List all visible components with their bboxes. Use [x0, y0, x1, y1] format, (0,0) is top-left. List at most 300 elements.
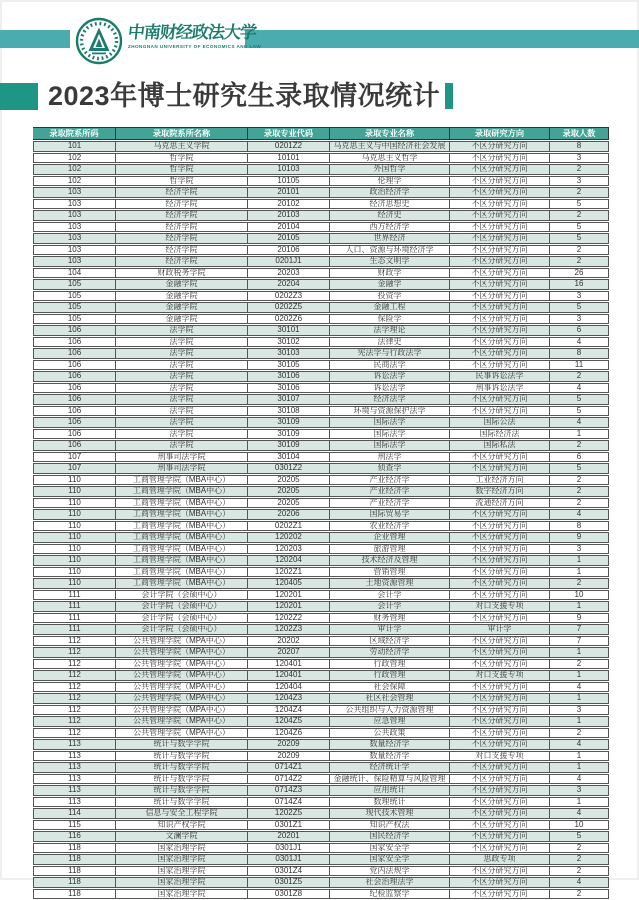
table-row	[33, 141, 609, 152]
cell-dept-name: 公共管理学院（MPA中心）	[116, 647, 248, 658]
cell-research-direction: 不区分研究方向	[450, 463, 550, 474]
cell-research-direction: 不区分研究方向	[450, 233, 550, 244]
cell-admit-count: 5	[550, 233, 609, 244]
cell-major-name: 审计学	[330, 624, 450, 635]
cell-research-direction: 对口支援专项	[450, 601, 550, 612]
cell-major-code: 0202Z1	[248, 521, 330, 532]
cell-research-direction: 不区分研究方向	[450, 682, 550, 693]
cell-dept-name: 经济学院	[116, 245, 248, 256]
cell-admit-count: 1	[550, 601, 609, 612]
cell-research-direction: 不区分研究方向	[450, 256, 550, 267]
cell-admit-count: 2	[550, 843, 609, 854]
cell-major-code: 30106	[248, 383, 330, 394]
cell-dept-name: 工商管理学院（MBA中心）	[116, 555, 248, 566]
table-row	[33, 498, 609, 509]
cell-admit-count: 4	[550, 877, 609, 888]
cell-major-code: 20205	[248, 475, 330, 486]
cell-major-code: 0301J1	[248, 843, 330, 854]
cell-major-name: 国际贸易学	[330, 509, 450, 520]
cell-major-code: 0202Z5	[248, 302, 330, 313]
cell-research-direction: 不区分研究方向	[450, 245, 550, 256]
table-row	[33, 222, 609, 233]
cell-research-direction: 不区分研究方向	[450, 406, 550, 417]
cell-admit-count: 2	[550, 371, 609, 382]
cell-dept-code: 106	[33, 371, 116, 382]
cell-major-name: 数量经济学	[330, 751, 450, 762]
cell-dept-code: 118	[33, 854, 116, 865]
table-row	[33, 348, 609, 359]
cell-dept-name: 经济学院	[116, 222, 248, 233]
cell-major-name: 现代技术管理	[330, 808, 450, 819]
cell-major-name: 投资学	[330, 291, 450, 302]
cell-admit-count: 4	[550, 509, 609, 520]
cell-major-code: 30109	[248, 440, 330, 451]
cell-dept-code: 106	[33, 394, 116, 405]
cell-major-name: 法律史	[330, 337, 450, 348]
cell-dept-code: 116	[33, 831, 116, 842]
cell-dept-name: 工商管理学院（MBA中心）	[116, 521, 248, 532]
header-bar-left	[0, 30, 70, 48]
cell-major-name: 公共政策	[330, 728, 450, 739]
cell-major-code: 1204Z6	[248, 728, 330, 739]
cell-research-direction: 不区分研究方向	[450, 544, 550, 555]
cell-dept-code: 110	[33, 544, 116, 555]
table-row	[33, 831, 609, 842]
table-row	[33, 670, 609, 681]
cell-major-name: 国际法学	[330, 440, 450, 451]
cell-admit-count: 5	[550, 831, 609, 842]
cell-dept-code: 103	[33, 210, 116, 221]
cell-research-direction: 不区分研究方向	[450, 452, 550, 463]
cell-major-name: 应急管理	[330, 716, 450, 727]
cell-major-code: 0201J1	[248, 256, 330, 267]
cell-admit-count: 26	[550, 268, 609, 279]
cell-research-direction: 刑事诉讼法学	[450, 383, 550, 394]
cell-admit-count: 9	[550, 613, 609, 624]
cell-dept-name: 工商管理学院（MBA中心）	[116, 578, 248, 589]
cell-research-direction: 不区分研究方向	[450, 659, 550, 670]
cell-admit-count: 2	[550, 728, 609, 739]
cell-admit-count: 2	[550, 486, 609, 497]
cell-major-code: 0301Z4	[248, 866, 330, 877]
cell-major-code: 0301Z5	[248, 877, 330, 888]
cell-major-code: 10101	[248, 153, 330, 164]
cell-major-code: 120401	[248, 659, 330, 670]
table-row	[33, 797, 609, 808]
cell-admit-count: 1	[550, 762, 609, 773]
cell-dept-name: 信息与安全工程学院	[116, 808, 248, 819]
cell-dept-name: 统计与数学学院	[116, 774, 248, 785]
cell-major-name: 经济史	[330, 210, 450, 221]
cell-dept-name: 金融学院	[116, 314, 248, 325]
cell-major-code: 30101	[248, 325, 330, 336]
university-name-cn: 中南财经政法大学	[127, 23, 257, 42]
cell-research-direction: 不区分研究方向	[450, 164, 550, 175]
cell-dept-name: 法学院	[116, 383, 248, 394]
table-row	[33, 647, 609, 658]
cell-major-name: 行政管理	[330, 670, 450, 681]
cell-major-code: 1202Z2	[248, 613, 330, 624]
cell-major-name: 伦理学	[330, 176, 450, 187]
cell-admit-count: 1	[550, 693, 609, 704]
cell-major-name: 西方经济学	[330, 222, 450, 233]
cell-major-code: 0301Z1	[248, 820, 330, 831]
cell-dept-name: 国家治理学院	[116, 854, 248, 865]
table-row	[33, 601, 609, 612]
cell-major-name: 社会保障	[330, 682, 450, 693]
cell-research-direction: 不区分研究方向	[450, 808, 550, 819]
cell-dept-name: 哲学院	[116, 164, 248, 175]
cell-dept-code: 110	[33, 509, 116, 520]
cell-research-direction: 不区分研究方向	[450, 739, 550, 750]
cell-research-direction: 不区分研究方向	[450, 325, 550, 336]
cell-major-code: 20105	[248, 233, 330, 244]
cell-major-code: 10103	[248, 164, 330, 175]
cell-dept-code: 115	[33, 820, 116, 831]
cell-major-name: 经济统计学	[330, 762, 450, 773]
cell-dept-name: 工商管理学院（MBA中心）	[116, 532, 248, 543]
cell-admit-count: 5	[550, 406, 609, 417]
cell-major-name: 数量经济学	[330, 739, 450, 750]
cell-major-name: 政治经济学	[330, 187, 450, 198]
cell-admit-count: 1	[550, 797, 609, 808]
cell-admit-count: 4	[550, 808, 609, 819]
cell-dept-name: 刑事司法学院	[116, 452, 248, 463]
cell-dept-name: 公共管理学院（MPA中心）	[116, 716, 248, 727]
cell-research-direction: 不区分研究方向	[450, 509, 550, 520]
cell-research-direction: 不区分研究方向	[450, 176, 550, 187]
cell-admit-count: 3	[550, 176, 609, 187]
cell-dept-code: 118	[33, 877, 116, 888]
table-row	[33, 463, 609, 474]
page-title: 2023年博士研究生录取情况统计	[48, 81, 441, 111]
cell-dept-code: 110	[33, 567, 116, 578]
cell-dept-name: 公共管理学院（MPA中心）	[116, 659, 248, 670]
cell-research-direction: 不区分研究方向	[450, 187, 550, 198]
cell-dept-code: 103	[33, 256, 116, 267]
cell-major-name: 数理统计	[330, 797, 450, 808]
cell-admit-count: 2	[550, 245, 609, 256]
column-header: 录取院系所名称	[116, 127, 248, 140]
cell-dept-code: 107	[33, 452, 116, 463]
cell-dept-code: 103	[33, 199, 116, 210]
cell-major-code: 0714Z3	[248, 785, 330, 796]
cell-major-code: 20209	[248, 739, 330, 750]
cell-major-name: 金融学	[330, 279, 450, 290]
table-row	[33, 544, 609, 555]
cell-major-code: 0301Z8	[248, 889, 330, 900]
cell-major-code: 0202Z6	[248, 314, 330, 325]
cell-dept-code: 102	[33, 153, 116, 164]
cell-admit-count: 2	[550, 889, 609, 900]
cell-admit-count: 2	[550, 498, 609, 509]
cell-research-direction: 不区分研究方向	[450, 210, 550, 221]
cell-research-direction: 不区分研究方向	[450, 199, 550, 210]
cell-dept-name: 刑事司法学院	[116, 463, 248, 474]
cell-admit-count: 2	[550, 187, 609, 198]
cell-research-direction: 不区分研究方向	[450, 532, 550, 543]
column-header: 录取院系所码	[33, 127, 116, 140]
cell-dept-name: 统计与数学学院	[116, 739, 248, 750]
cell-admit-count: 6	[550, 452, 609, 463]
table-row	[33, 705, 609, 716]
cell-dept-name: 经济学院	[116, 199, 248, 210]
cell-dept-code: 112	[33, 647, 116, 658]
cell-admit-count: 1	[550, 647, 609, 658]
cell-major-code: 120203	[248, 544, 330, 555]
cell-dept-code: 111	[33, 601, 116, 612]
table-row	[33, 682, 609, 693]
cell-major-name: 金融工程	[330, 302, 450, 313]
table-row	[33, 889, 609, 900]
cell-dept-name: 财政税务学院	[116, 268, 248, 279]
cell-dept-code: 105	[33, 291, 116, 302]
cell-major-code: 30109	[248, 417, 330, 428]
table-row	[33, 153, 609, 164]
cell-major-name: 侦查学	[330, 463, 450, 474]
cell-major-code: 20102	[248, 199, 330, 210]
cell-research-direction: 不区分研究方向	[450, 613, 550, 624]
cell-dept-name: 工商管理学院（MBA中心）	[116, 486, 248, 497]
cell-dept-code: 111	[33, 590, 116, 601]
table-row	[33, 291, 609, 302]
table-row	[33, 360, 609, 371]
cell-dept-code: 112	[33, 659, 116, 670]
cell-major-code: 30107	[248, 394, 330, 405]
cell-dept-name: 国家治理学院	[116, 866, 248, 877]
table-row	[33, 716, 609, 727]
cell-dept-code: 118	[33, 889, 116, 900]
cell-major-code: 20204	[248, 279, 330, 290]
table-row	[33, 256, 609, 267]
cell-research-direction: 不区分研究方向	[450, 647, 550, 658]
cell-major-code: 120201	[248, 601, 330, 612]
cell-dept-code: 102	[33, 164, 116, 175]
cell-major-name: 产业经济学	[330, 475, 450, 486]
cell-dept-code: 106	[33, 337, 116, 348]
cell-research-direction: 审计学	[450, 624, 550, 635]
table-row	[33, 578, 609, 589]
table-row	[33, 693, 609, 704]
cell-research-direction: 不区分研究方向	[450, 728, 550, 739]
cell-admit-count: 4	[550, 337, 609, 348]
cell-admit-count: 5	[550, 463, 609, 474]
cell-major-name: 区域经济学	[330, 636, 450, 647]
cell-research-direction: 不区分研究方向	[450, 222, 550, 233]
table-row	[33, 417, 609, 428]
cell-major-code: 20103	[248, 210, 330, 221]
cell-major-code: 120201	[248, 590, 330, 601]
cell-research-direction: 不区分研究方向	[450, 268, 550, 279]
table-row	[33, 394, 609, 405]
cell-major-code: 0714Z2	[248, 774, 330, 785]
cell-major-name: 马克思主义与中国经济社会发展	[330, 141, 450, 152]
cell-dept-name: 会计学院（会硕中心）	[116, 613, 248, 624]
cell-major-code: 30108	[248, 406, 330, 417]
cell-research-direction: 国际私法	[450, 440, 550, 451]
cell-dept-name: 国家治理学院	[116, 843, 248, 854]
column-header: 录取研究方向	[450, 127, 550, 140]
cell-major-name: 国家安全学	[330, 843, 450, 854]
cell-major-name: 生态文明学	[330, 256, 450, 267]
cell-dept-code: 113	[33, 797, 116, 808]
cell-research-direction: 国际公法	[450, 417, 550, 428]
cell-major-code: 1204Z3	[248, 693, 330, 704]
cell-dept-name: 统计与数学学院	[116, 751, 248, 762]
cell-dept-name: 统计与数学学院	[116, 797, 248, 808]
table-row	[33, 337, 609, 348]
cell-major-code: 30104	[248, 452, 330, 463]
table-row	[33, 210, 609, 221]
cell-admit-count: 3	[550, 705, 609, 716]
cell-major-name: 应用统计	[330, 785, 450, 796]
cell-dept-code: 112	[33, 728, 116, 739]
cell-dept-name: 马克思主义学院	[116, 141, 248, 152]
cell-dept-name: 会计学院（会硕中心）	[116, 624, 248, 635]
cell-major-code: 0714Z4	[248, 797, 330, 808]
cell-research-direction: 不区分研究方向	[450, 337, 550, 348]
cell-dept-code: 113	[33, 785, 116, 796]
cell-major-code: 30105	[248, 360, 330, 371]
cell-major-code: 1202Z5	[248, 808, 330, 819]
university-name-en: ZHONGNAN UNIVERSITY OF ECONOMICS AND LAW	[128, 44, 262, 49]
cell-research-direction: 不区分研究方向	[450, 590, 550, 601]
cell-major-name: 会计学	[330, 601, 450, 612]
table-row	[33, 486, 609, 497]
cell-dept-name: 法学院	[116, 337, 248, 348]
table-row	[33, 613, 609, 624]
cell-major-name: 农业经济学	[330, 521, 450, 532]
cell-research-direction: 不区分研究方向	[450, 141, 550, 152]
cell-research-direction: 不区分研究方向	[450, 831, 550, 842]
cell-admit-count: 5	[550, 222, 609, 233]
cell-dept-code: 111	[33, 624, 116, 635]
cell-research-direction: 不区分研究方向	[450, 279, 550, 290]
cell-admit-count: 1	[550, 567, 609, 578]
cell-major-name: 民商法学	[330, 360, 450, 371]
table-row	[33, 866, 609, 877]
cell-major-code: 20101	[248, 187, 330, 198]
cell-admit-count: 2	[550, 164, 609, 175]
cell-major-code: 1202Z3	[248, 624, 330, 635]
cell-dept-code: 113	[33, 751, 116, 762]
cell-major-name: 产业经济学	[330, 486, 450, 497]
cell-dept-code: 103	[33, 245, 116, 256]
cell-admit-count: 16	[550, 279, 609, 290]
cell-dept-name: 金融学院	[116, 279, 248, 290]
cell-major-code: 1204Z5	[248, 716, 330, 727]
cell-major-code: 20205	[248, 486, 330, 497]
cell-major-name: 国际法学	[330, 429, 450, 440]
university-name-block	[128, 23, 348, 49]
cell-major-code: 20203	[248, 268, 330, 279]
cell-admit-count: 3	[550, 314, 609, 325]
cell-research-direction: 不区分研究方向	[450, 636, 550, 647]
cell-admit-count: 1	[550, 716, 609, 727]
cell-admit-count: 7	[550, 624, 609, 635]
cell-research-direction: 不区分研究方向	[450, 866, 550, 877]
cell-admit-count: 3	[550, 544, 609, 555]
table-row	[33, 854, 609, 865]
cell-dept-name: 公共管理学院（MPA中心）	[116, 728, 248, 739]
cell-major-code: 20207	[248, 647, 330, 658]
cell-dept-name: 工商管理学院（MBA中心）	[116, 544, 248, 555]
cell-major-code: 20205	[248, 498, 330, 509]
cell-admit-count: 2	[550, 578, 609, 589]
cell-major-code: 120202	[248, 532, 330, 543]
table-row	[33, 877, 609, 888]
cell-research-direction: 不区分研究方向	[450, 348, 550, 359]
cell-research-direction: 民事诉讼法学	[450, 371, 550, 382]
cell-dept-name: 公共管理学院（MPA中心）	[116, 705, 248, 716]
cell-admit-count: 10	[550, 590, 609, 601]
cell-research-direction: 流通经济方向	[450, 498, 550, 509]
cell-major-name: 外国哲学	[330, 164, 450, 175]
cell-admit-count: 5	[550, 394, 609, 405]
cell-dept-name: 金融学院	[116, 302, 248, 313]
cell-dept-code: 113	[33, 739, 116, 750]
cell-major-code: 30109	[248, 429, 330, 440]
table-row	[33, 383, 609, 394]
cell-research-direction: 不区分研究方向	[450, 521, 550, 532]
table-row	[33, 555, 609, 566]
cell-major-name: 旅游管理	[330, 544, 450, 555]
cell-major-name: 国家安全学	[330, 854, 450, 865]
cell-dept-name: 哲学院	[116, 176, 248, 187]
table-row	[33, 164, 609, 175]
cell-admit-count: 2	[550, 854, 609, 865]
cell-dept-code: 106	[33, 440, 116, 451]
cell-dept-code: 103	[33, 187, 116, 198]
cell-dept-name: 知识产权学院	[116, 820, 248, 831]
cell-dept-name: 法学院	[116, 371, 248, 382]
cell-dept-name: 金融学院	[116, 291, 248, 302]
cell-major-name: 公共组织与人力资源管理	[330, 705, 450, 716]
cell-research-direction: 不区分研究方向	[450, 302, 550, 313]
cell-dept-name: 法学院	[116, 440, 248, 451]
cell-dept-code: 111	[33, 613, 116, 624]
cell-major-code: 0714Z1	[248, 762, 330, 773]
cell-major-name: 纪检监察学	[330, 889, 450, 900]
cell-dept-name: 国家治理学院	[116, 877, 248, 888]
cell-research-direction: 对口支援专项	[450, 670, 550, 681]
cell-major-code: 30102	[248, 337, 330, 348]
table-row	[33, 268, 609, 279]
cell-dept-name: 工商管理学院（MBA中心）	[116, 509, 248, 520]
cell-research-direction: 不区分研究方向	[450, 820, 550, 831]
cell-major-name: 人口、资源与环境经济学	[330, 245, 450, 256]
cell-admit-count: 1	[550, 429, 609, 440]
cell-admit-count: 7	[550, 636, 609, 647]
cell-major-name: 金融统计、保险精算与风险管理	[330, 774, 450, 785]
cell-major-code: 30106	[248, 371, 330, 382]
cell-admit-count: 2	[550, 659, 609, 670]
table-row	[33, 624, 609, 635]
cell-research-direction: 不区分研究方向	[450, 314, 550, 325]
cell-dept-code: 105	[33, 314, 116, 325]
cell-major-name: 党内法规学	[330, 866, 450, 877]
cell-major-name: 营销管理	[330, 567, 450, 578]
cell-major-code: 120404	[248, 682, 330, 693]
cell-major-code: 10105	[248, 176, 330, 187]
cell-dept-code: 118	[33, 843, 116, 854]
cell-major-name: 土地资源管理	[330, 578, 450, 589]
cell-research-direction: 国际经济法	[450, 429, 550, 440]
cell-dept-name: 法学院	[116, 406, 248, 417]
cell-dept-code: 106	[33, 429, 116, 440]
column-header: 录取专业名称	[330, 127, 450, 140]
table-row	[33, 302, 609, 313]
